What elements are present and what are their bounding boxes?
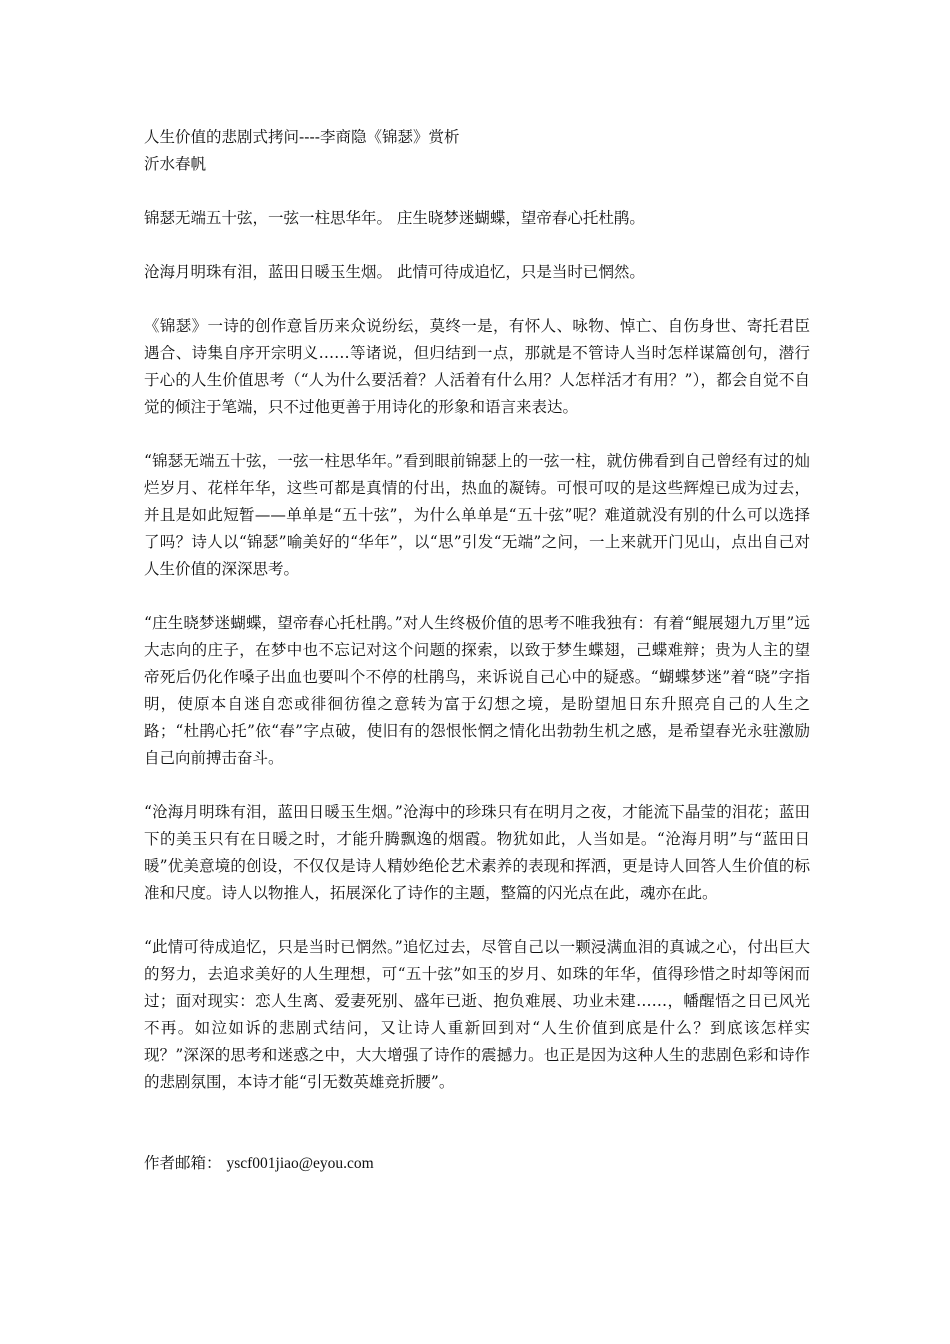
article-author: 沂水春帆 bbox=[144, 155, 207, 173]
spacer bbox=[144, 421, 810, 448]
paragraph-analysis-2: “庄生晓梦迷蝴蝶，望帝春心托杜鹃。”对人生终极价值的思考不唯我独有：有着“鲲展翅九万里”远大志向的庄子，在梦中也不忘记对这个问题的探索，以致于梦生蝶翅，己蝶难辩；贵为人主的望帝死后仍化作嗓子出血也要叫个不停的杜鹃鸟，来诉说自己心中的疑惑。“蝴蝶梦迷”着“晓”字指明，使原本自迷自恋或徘徊彷徨之意转为富于幻想之境，是盼望旭日东升照亮自己的人生之路；“杜鹃心托”依“春”字点破，使旧有的怨恨怅惘之情化出勃勃生机之感，是希望春光永驻激励自己向前搏击奋斗。 bbox=[144, 614, 810, 767]
spacer bbox=[144, 232, 810, 259]
email-address[interactable]: yscf001jiao@eyou.com bbox=[226, 1155, 374, 1172]
paragraph-analysis-1: “锦瑟无端五十弦，一弦一柱思华年。”看到眼前锦瑟上的一弦一柱，就仿佛看到自己曾经有过的灿烂岁月、花样年华，这些可都是真情的付出，热血的凝铸。可恨可叹的是这些辉煌已成为过去，并且是如此短暂——单单是“五十弦”，为什么单单是“五十弦”呢？难道就没有别的什么可以选择了吗？诗人以“锦瑟”喻美好的“华年”，以“思”引发“无端”之问，一上来就开门见山，点出自己对人生价值的深深思考。 bbox=[144, 452, 810, 578]
paragraph-intro: 《锦瑟》一诗的创作意旨历来众说纷纭，莫终一是，有怀人、咏物、悼亡、自伤身世、寄托君臣遇合、诗集自序开宗明义……等诸说，但归结到一点，那就是不管诗人当时怎样谋篇创句，潜行于心的人生价值思考（“人为什么要活着？人活着有什么用？人怎样活才有用？”），都会自觉不自觉的倾注于笔端，只不过他更善于用诗化的形象和语言来表达。 bbox=[144, 317, 810, 416]
article-title: 人生价值的悲剧式拷问----李商隐《锦瑟》赏析 bbox=[144, 128, 460, 146]
spacer bbox=[144, 772, 810, 799]
document-page bbox=[144, 124, 810, 1177]
spacer bbox=[144, 286, 810, 313]
poem-line-2: 沧海月明珠有泪，蓝田日暖玉生烟。 此情可待成追忆，只是当时已惘然。 bbox=[144, 263, 645, 281]
spacer bbox=[144, 583, 810, 610]
spacer bbox=[144, 907, 810, 934]
paragraph-analysis-3: “沧海月明珠有泪，蓝田日暖玉生烟。”沧海中的珍珠只有在明月之夜，才能流下晶莹的泪花；蓝田下的美玉只有在日暖之时，才能升腾飘逸的烟霞。物犹如此，人当如是。“沧海月明”与“蓝田日暖”优美意境的创设，不仅仅是诗人精妙绝伦艺术素养的表现和挥洒，更是诗人回答人生价值的标准和尺度。诗人以物推人，拓展深化了诗作的主题，整篇的闪光点在此，魂亦在此。 bbox=[144, 803, 810, 902]
email-label: 作者邮箱： bbox=[144, 1154, 222, 1172]
spacer bbox=[144, 1096, 810, 1150]
paragraph-analysis-4: “此情可待成追忆，只是当时已惘然。”追忆过去，尽管自己以一颗浸满血泪的真诚之心，付出巨大的努力，去追求美好的人生理想，可“五十弦”如玉的岁月、如珠的年华，值得珍惜之时却等闲而过；面对现实：恋人生离、爱妻死别、盛年已逝、抱负难展、功业未建……，幡醒悟之日已风光不再。如泣如诉的悲剧式结问，又让诗人重新回到对“人生价值到底是什么？到底该怎样实现？”深深的思考和迷惑之中，大大增强了诗作的震撼力。也正是因为这种人生的悲剧色彩和诗作的悲剧氛围，本诗才能“引无数英雄竞折腰”。 bbox=[144, 938, 810, 1091]
spacer bbox=[144, 178, 810, 205]
author-contact bbox=[144, 1150, 810, 1177]
poem-line-1: 锦瑟无端五十弦，一弦一柱思华年。 庄生晓梦迷蝴蝶，望帝春心托杜鹃。 bbox=[144, 209, 645, 227]
